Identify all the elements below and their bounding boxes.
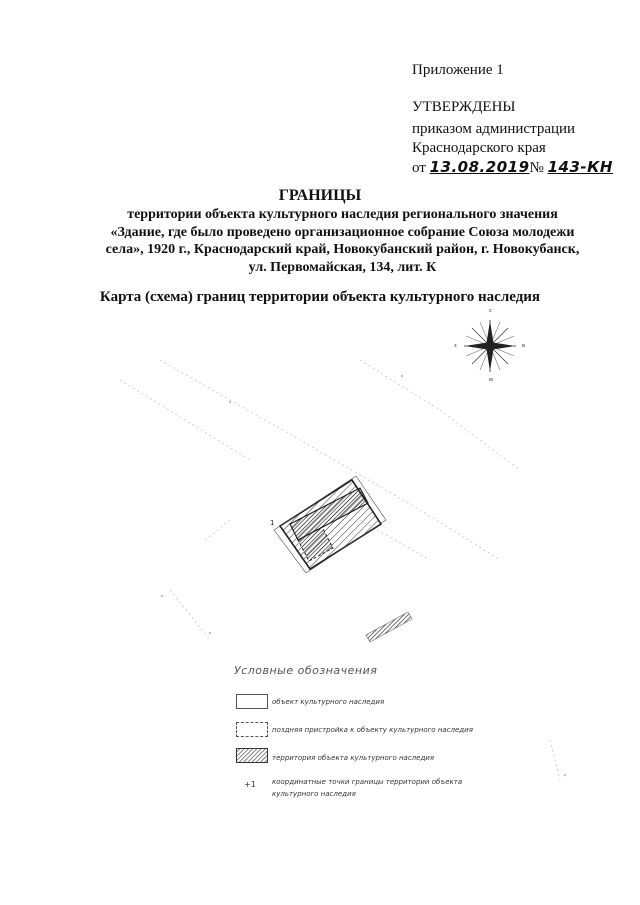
later-annex-shape <box>298 527 333 561</box>
legend-swatch-object <box>236 694 268 709</box>
legend-title: Условные обозначения <box>234 664 378 677</box>
approval-heading: УТВЕРЖДЕНЫ <box>412 99 516 115</box>
parcel-outline <box>274 476 386 573</box>
compass-north-label: с <box>489 308 492 314</box>
approval-prefix: от <box>412 160 426 176</box>
legend-swatch-territory <box>236 748 268 763</box>
approval-date: 13.08.2019 <box>429 158 530 176</box>
compass-east-label: в <box>522 343 525 349</box>
map-title: Карта (схема) границ территории объекта культурного наследия <box>99 289 541 305</box>
appendix-label: Приложение 1 <box>412 62 504 78</box>
document-subtitle: территории объекта культурного наследия регионального значения «Здание, где было проведено организационное собрание Союза молодежи села», 1920 г., Краснодарский край, Новокубанский район, г. Новокубанск, ул. Первомайская, 134, лит. К <box>105 207 580 275</box>
legend-label-annex: поздняя пристройка к объекту культурного наследия <box>272 726 473 734</box>
legend-label-points: координатные точки границы территории объекта культурного наследия <box>272 778 463 798</box>
territory-boundary <box>280 480 381 569</box>
approval-number: 143-КН <box>547 158 613 176</box>
document-title: ГРАНИЦЫ <box>278 187 362 204</box>
approval-block <box>412 98 613 178</box>
road-strip <box>366 612 412 642</box>
approval-date-line <box>412 158 613 178</box>
compass-west-label: з <box>454 343 457 349</box>
legend-swatch-annex <box>236 722 268 737</box>
compass-rose-icon <box>455 308 525 388</box>
compass-south-label: ю <box>489 377 494 383</box>
legend-label-territory: территория объекта культурного наследия <box>272 754 435 762</box>
map-background-dots <box>161 375 566 776</box>
map-background-lines <box>120 360 560 780</box>
legend-label-object: объект культурного наследия <box>272 698 385 706</box>
legend-point-symbol: +1 <box>244 780 256 789</box>
approval-number-sign: № <box>529 160 544 176</box>
approval-line2: Краснодарского края <box>412 140 546 156</box>
heritage-object-shape <box>290 488 368 540</box>
approval-line1: приказом администрации <box>412 121 576 137</box>
coordinate-point-1: 1 <box>270 519 275 527</box>
